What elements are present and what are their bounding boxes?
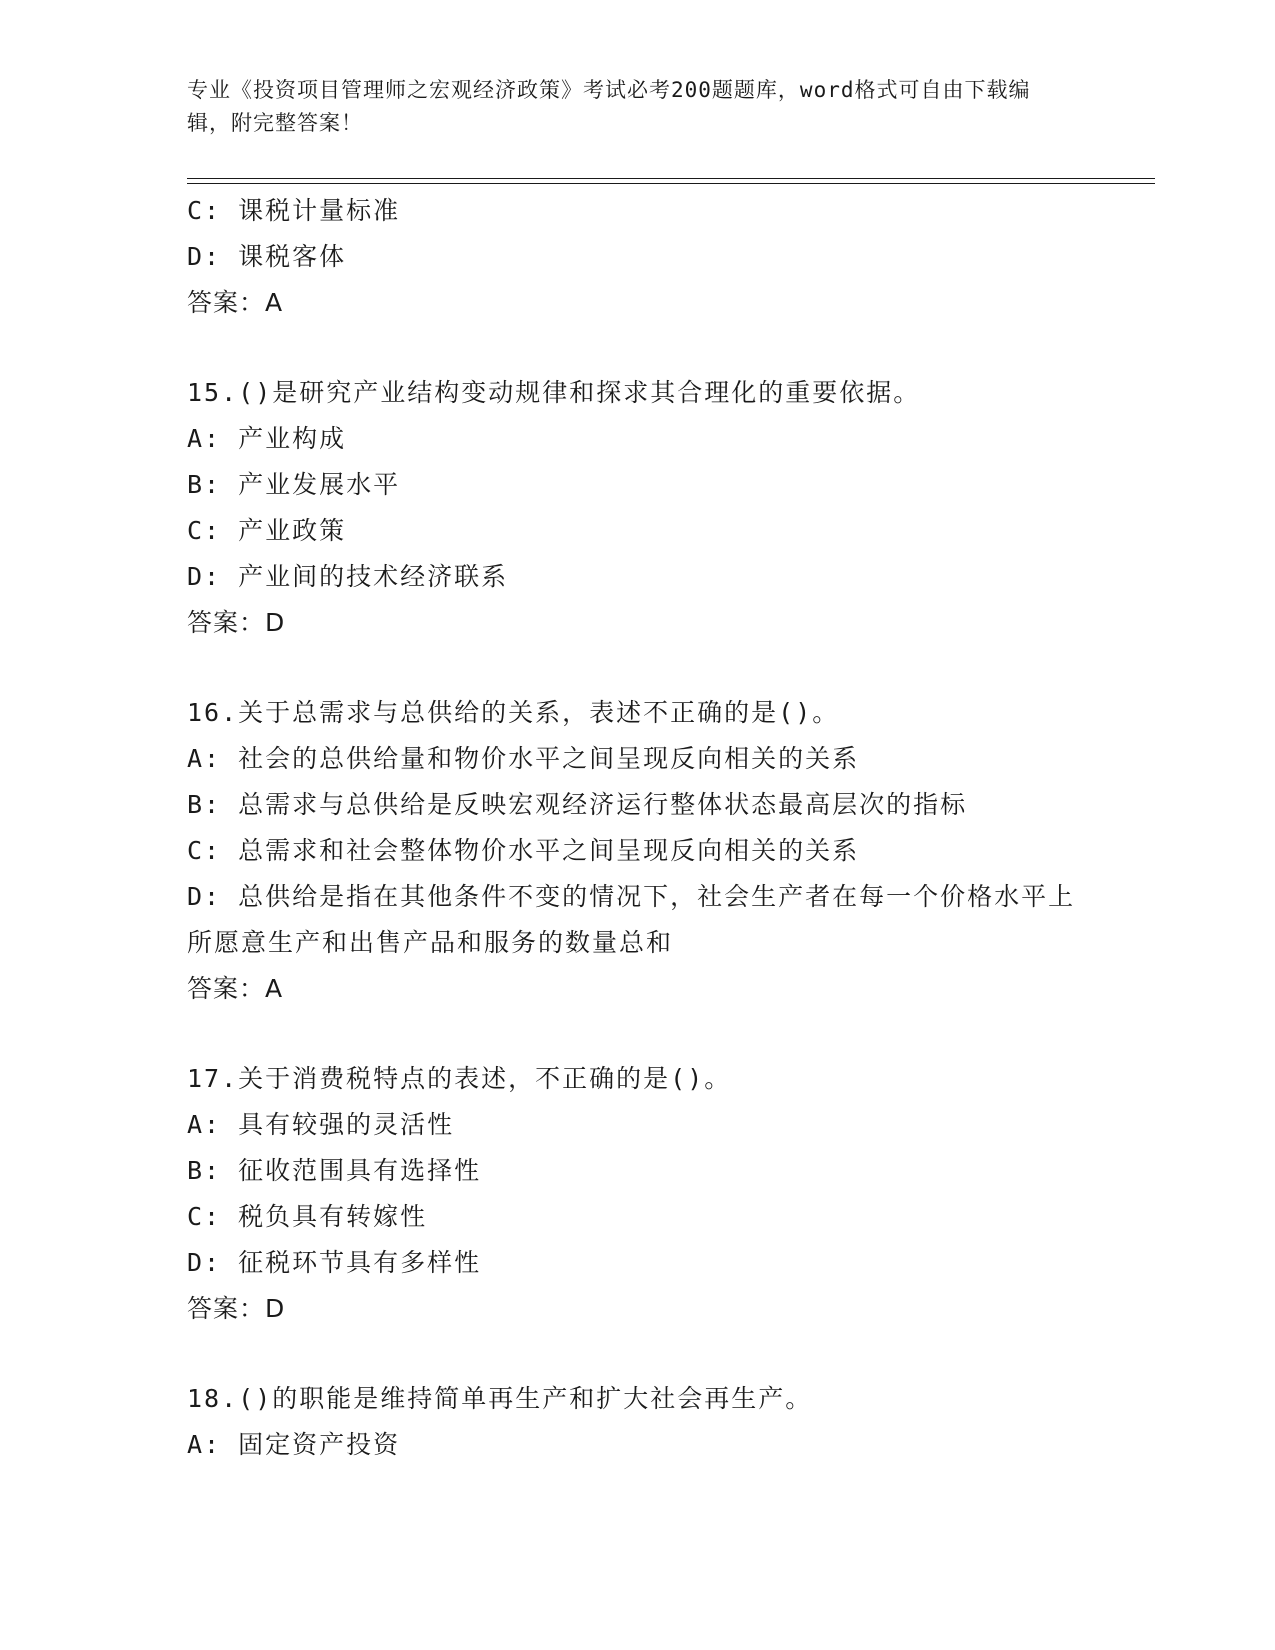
option-text: 征收范围具有选择性: [238, 1156, 482, 1185]
option-text: 产业发展水平: [238, 470, 401, 499]
option-a: [187, 1422, 1087, 1468]
option-a: [187, 736, 1087, 782]
option-text: 征税环节具有多样性: [238, 1248, 482, 1277]
option-text: 社会的总供给量和物价水平之间呈现反向相关的关系: [238, 744, 860, 773]
option-text: 产业政策: [238, 516, 347, 545]
option-text: 税负具有转嫁性: [238, 1202, 428, 1231]
answer-line: 答案：A: [187, 974, 284, 1003]
header-divider-bottom: [187, 183, 1155, 184]
option-label: D:: [187, 1248, 222, 1277]
option-d: [187, 554, 1087, 600]
option-label: C:: [187, 196, 222, 225]
option-b: [187, 1148, 1087, 1194]
option-d: [187, 874, 1077, 966]
option-text: 具有较强的灵活性: [238, 1110, 455, 1139]
option-label: C:: [187, 516, 222, 545]
option-c: [187, 508, 1087, 554]
document-header: 专业《投资项目管理师之宏观经济政策》考试必考200题题库，word格式可自由下载编辑，附完整答案！: [187, 78, 1031, 135]
option-text: 总需求和社会整体物价水平之间呈现反向相关的关系: [238, 836, 860, 865]
option-label: D:: [187, 242, 222, 271]
option-label: A:: [187, 424, 222, 453]
header-divider-top: [187, 178, 1155, 179]
option-a: [187, 1102, 1087, 1148]
option-d: [187, 234, 1087, 280]
option-text: 产业构成: [238, 424, 347, 453]
option-text: 总供给是指在其他条件不变的情况下，社会生产者在每一个价格水平上所愿意生产和出售产品和服务的数量总和: [187, 882, 1076, 957]
option-label: A:: [187, 1110, 222, 1139]
option-c: [187, 188, 1087, 234]
option-label: D:: [187, 562, 222, 591]
option-label: A:: [187, 1430, 222, 1459]
option-label: D:: [187, 882, 222, 911]
answer-line: 答案：D: [187, 1294, 286, 1323]
option-b: [187, 462, 1087, 508]
answer-line: 答案：D: [187, 608, 286, 637]
option-text: 课税计量标准: [238, 196, 401, 225]
option-text: 课税客体: [238, 242, 347, 271]
option-label: B:: [187, 470, 222, 499]
option-a: [187, 416, 1087, 462]
question-list: [187, 188, 1087, 1468]
option-c: [187, 828, 1087, 874]
question-stem: 15.()是研究产业结构变动规律和探求其合理化的重要依据。: [187, 378, 921, 407]
option-d: [187, 1240, 1087, 1286]
answer-line: 答案：A: [187, 288, 284, 317]
question-stem: 18.()的职能是维持简单再生产和扩大社会再生产。: [187, 1384, 813, 1413]
option-text: 总需求与总供给是反映宏观经济运行整体状态最高层次的指标: [238, 790, 968, 819]
option-label: C:: [187, 836, 222, 865]
question-stem: 16.关于总需求与总供给的关系，表述不正确的是()。: [187, 698, 840, 727]
option-label: C:: [187, 1202, 222, 1231]
question-stem: 17.关于消费税特点的表述，不正确的是()。: [187, 1064, 732, 1093]
option-text: 固定资产投资: [238, 1430, 401, 1459]
option-b: [187, 782, 1087, 828]
option-text: 产业间的技术经济联系: [238, 562, 509, 591]
option-label: A:: [187, 744, 222, 773]
option-label: B:: [187, 1156, 222, 1185]
option-label: B:: [187, 790, 222, 819]
option-c: [187, 1194, 1087, 1240]
